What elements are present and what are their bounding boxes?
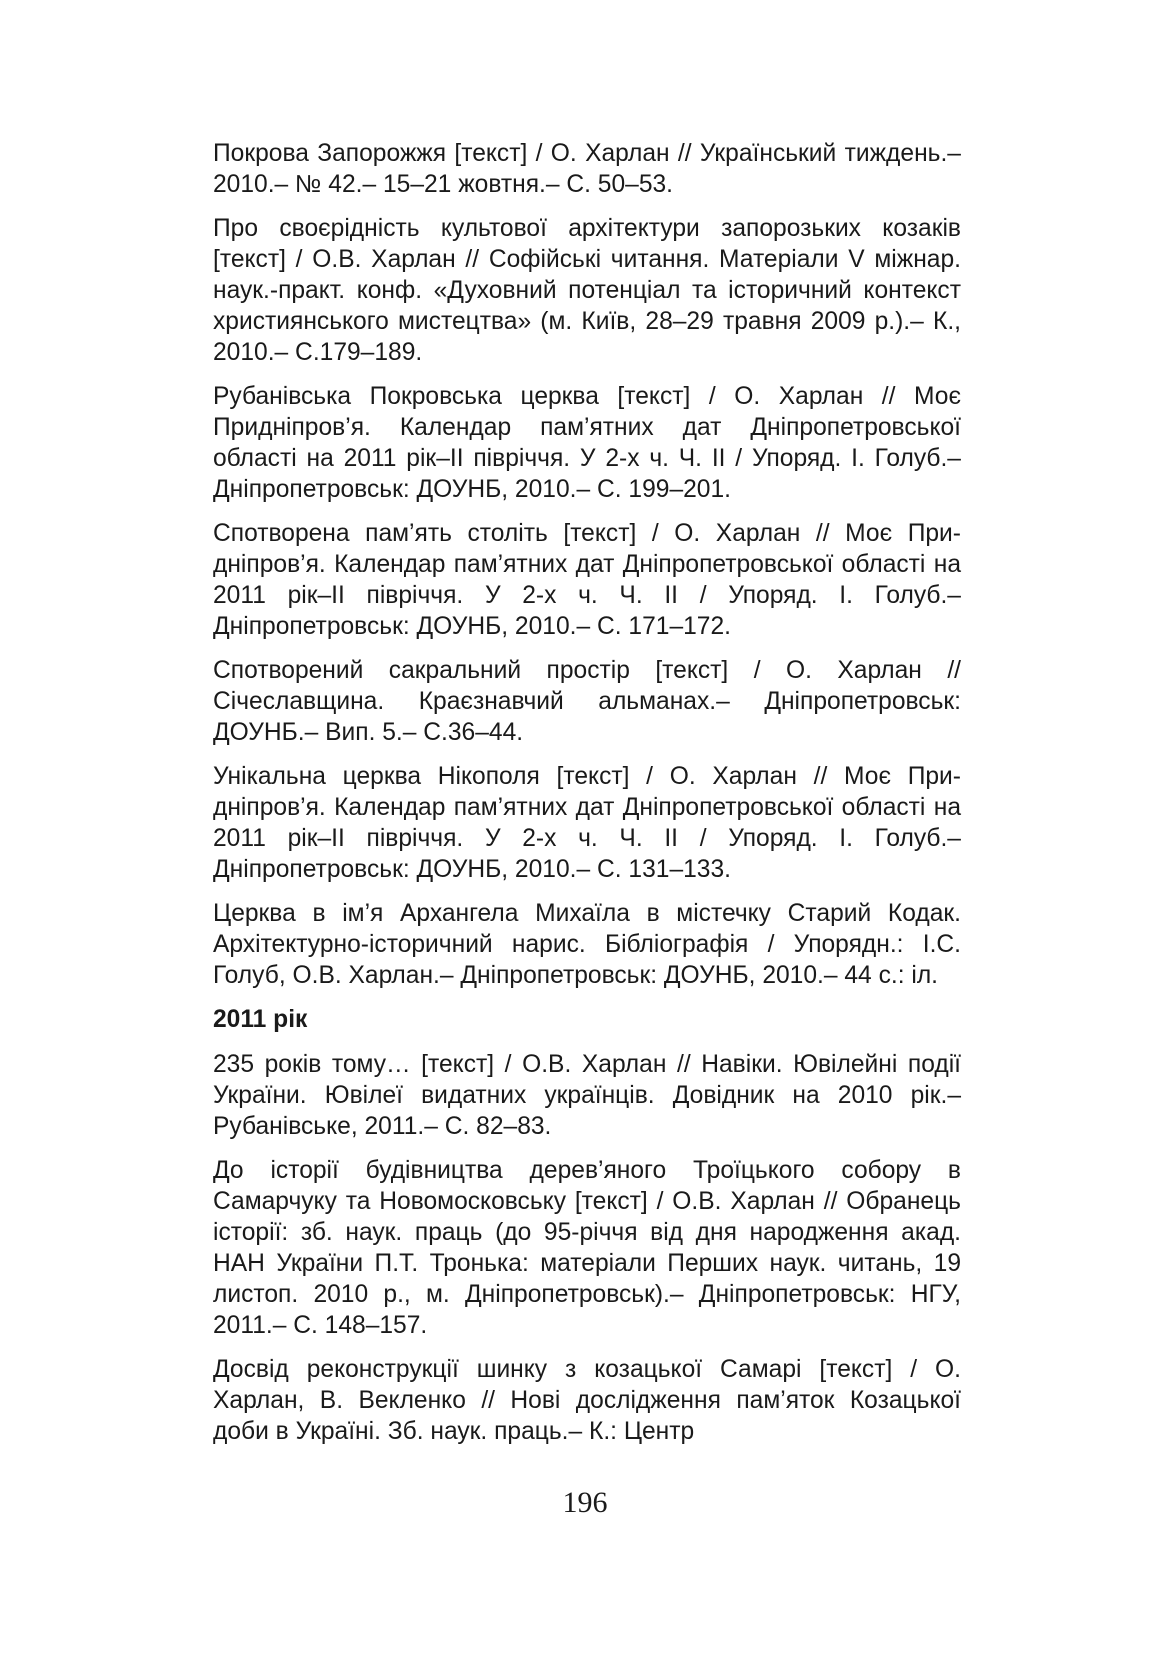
bibliography-entry: Покрова Запорожжя [текст] / О. Харлан // Український тиждень.– 2010.– № 42.– 15–21 жовтня.– С. 50–53. (213, 140, 961, 198)
page-body (213, 138, 961, 1460)
bibliography-entry: Досвід реконструкції шинку з козацької Самарі [текст] / О. Харлан, В. Векленко // Нові дослідження пам’яток Козацької доби в Україні. Зб. наук. праць.– К.: Центр (213, 1356, 961, 1445)
bibliography-entry: Церква в ім’я Архангела Михаїла в містечку Старий Кодак. Архітектурно-історичний нарис. Бібліографія / Упорядн.: І.С. Голуб, О.В. Харлан.– Дніпропетровськ: ДОУНБ, 2010.– 44 с.: іл. (213, 900, 961, 989)
bibliography-entry: 235 років тому… [текст] / О.В. Харлан // Навіки. Ювілейні події України. Ювілеї видатних українців. Довідник на 2010 рік.– Рубанівське, 2011.– С. 82–83. (213, 1051, 961, 1140)
bibliography-entry: Про своєрідність культової архітектури запорозьких козаків [текст] / О.В. Харлан // Софійські читання. Матеріали V міжнар. наук.-практ. конф. «Духовний потенціал та історичний контекст християнського мистецтва» (м. Київ, 28–29 травня 2009 р.).– К., 2010.– С.179–189. (213, 215, 961, 366)
bibliography-entry: Спотворений сакральний простір [текст] / О. Харлан // Січеславщина. Краєзнавчий альманах.– Дніпропетровськ: ДОУНБ.– Вип. 5.– С.36–44. (213, 657, 961, 746)
section-heading-year: 2011 рік (213, 1006, 308, 1033)
bibliography-entry: Унікальна церква Нікополя [текст] / О. Харлан // Моє Придніпров’я. Календар пам’ятних дат Дніпропетровської області на 2011 рік–ІІ півріччя. У 2-х ч. Ч. ІІ / Упоряд. І. Голуб.– Дніпропетровськ: ДОУНБ, 2010.– С. 131–133. (213, 763, 961, 883)
bibliography-entry: Рубанівська Покровська церква [текст] / О. Харлан // Моє Придніпров’я. Календар пам’ятних дат Дніпропетровської області на 2011 рік–ІІ півріччя. У 2-х ч. Ч. ІІ / Упоряд. І. Голуб.– Дніпропетровськ: ДОУНБ, 2010.– С. 199–201. (213, 383, 961, 503)
bibliography-entry: До історії будівництва дерев’яного Троїцького собору в Самарчуку та Новомосковську [текст] / О.В. Харлан // Обранець історії: зб. наук. праць (до 95-річчя від дня народження акад. НАН України П.Т. Тронька: матеріали Перших наук. читань, 19 листоп. 2010 р., м. Дніпропетровськ).– Дніпропетровськ: НГУ, 2011.– С. 148–157. (213, 1157, 961, 1339)
bibliography-entry: Спотворена пам’ять століть [текст] / О. Харлан // Моє Придніпров’я. Календар пам’ятних дат Дніпропетровської області на 2011 рік–ІІ півріччя. У 2-х ч. Ч. ІІ / Упоряд. І. Голуб.– Дніпропетровськ: ДОУНБ, 2010.– С. 171–172. (213, 520, 961, 640)
page-number: 196 (562, 1486, 608, 1519)
